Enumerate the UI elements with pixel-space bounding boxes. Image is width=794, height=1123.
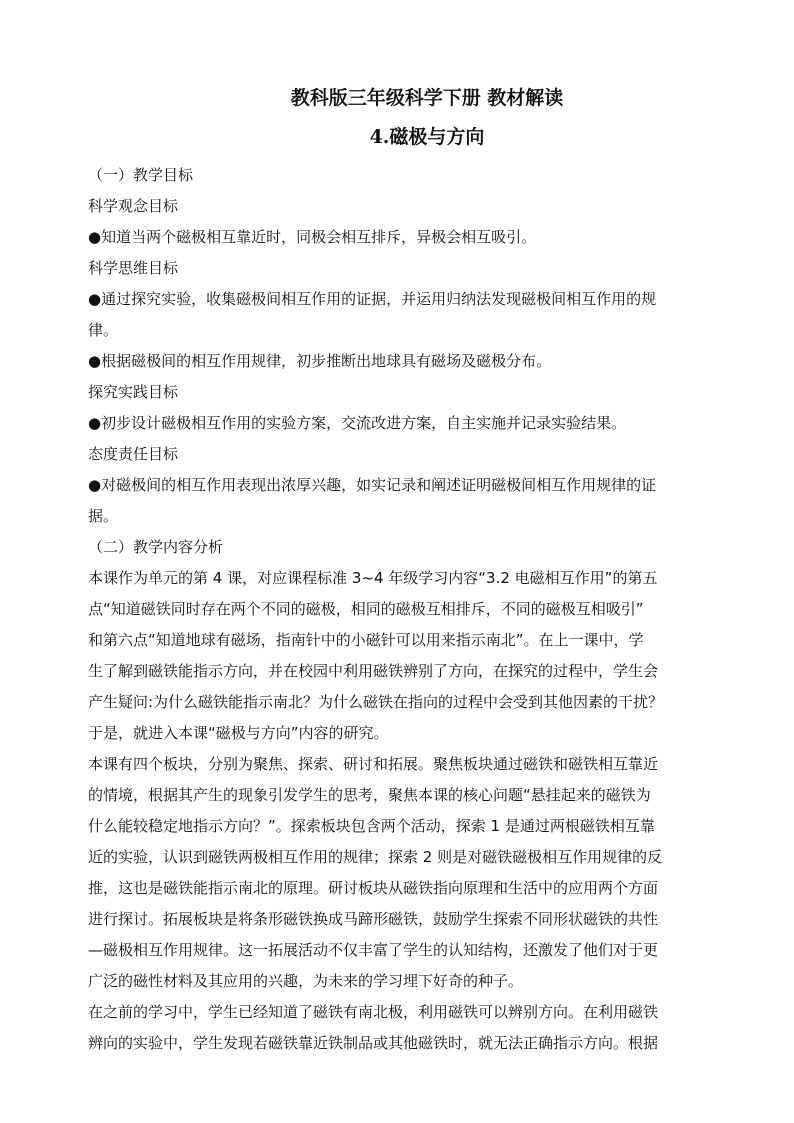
paragraph-line: 的情境，根据其产生的现象引发学生的思考，聚焦本课的核心问题“悬挂起来的磁铁为 (88, 786, 651, 804)
section-heading-content-analysis: （二）教学内容分析 (88, 538, 224, 556)
goal-heading-practice: 探究实践目标 (88, 383, 179, 401)
paragraph-line: 什么能较稳定地指示方向？”。探索板块包含两个活动，探索 1 是通过两根磁铁相互靠 (88, 817, 655, 835)
paragraph-line: 本课有四个板块，分别为聚焦、探索、研讨和拓展。聚焦板块通过磁铁和磁铁相互靠近 (88, 755, 659, 773)
section-heading-goals: （一）教学目标 (88, 166, 194, 184)
paragraph-line: 点“知道磁铁同时存在两个不同的磁极，相同的磁极互相排斥，不同的磁极互相吸引” (88, 600, 644, 618)
paragraph-line: 在之前的学习中，学生已经知道了磁铁有南北极，利用磁铁可以辨别方向。在利用磁铁 (88, 1003, 659, 1021)
paragraph-line: 广泛的磁性材料及其应用的兴趣，为未来的学习埋下好奇的种子。 (88, 972, 524, 990)
goal-heading-thinking: 科学思维目标 (88, 259, 179, 277)
paragraph-line: 推，这也是磁铁能指示南北的原理。研讨板块从磁铁指向原理和生活中的应用两个方面 (88, 879, 659, 897)
goal-heading-concept: 科学观念目标 (88, 197, 179, 215)
goal-item-thinking-1-cont: 律。 (88, 321, 119, 339)
goal-item-attitude: ●对磁极间的相互作用表现出浓厚兴趣，如实记录和阐述证明磁极间相互作用规律的证 (88, 476, 657, 494)
paragraph-line: 生了解到磁铁能指示方向，并在校园中利用磁铁辨别了方向，在探究的过程中，学生会 (88, 662, 659, 680)
goal-item-thinking-1: ●通过探究实验，收集磁极间相互作用的证据，并运用归纳法发现磁极间相互作用的规 (88, 290, 657, 308)
document-body (88, 160, 706, 1059)
paragraph-line: 于是，就进入本课“磁极与方向”内容的研究。 (88, 724, 389, 742)
paragraph-line: 本课作为单元的第 4 课，对应课程标准 3~4 年级学习内容“3.2 电磁相互作用”的第五 (88, 569, 658, 587)
goal-heading-attitude: 态度责任目标 (88, 445, 179, 463)
lesson-title: 4.磁极与方向 (369, 126, 485, 148)
paragraph-line: 产生疑问:为什么磁铁能指示南北？为什么磁铁在指向的过程中会受到其他因素的干扰？ (88, 693, 664, 711)
paragraph-line: 辨向的实验中，学生发现若磁铁靠近铁制品或其他磁铁时，就无法正确指示方向。根据 (88, 1034, 659, 1052)
document-title: 教科版三年级科学下册 教材解读 (290, 87, 564, 109)
paragraph-line: 和第六点“知道地球有磁场，指南针中的小磁针可以用来指示南北”。在上一课中，学 (88, 631, 644, 649)
paragraph-2 (88, 749, 706, 997)
paragraph-line: 近的实验，认识到磁铁两极相互作用的规律；探索 2 则是对磁铁磁极相互作用规律的反 (88, 848, 663, 866)
paragraph-3 (88, 997, 706, 1059)
goal-item-practice: ●初步设计磁极相互作用的实验方案，交流改进方案，自主实施并记录实验结果。 (88, 414, 627, 432)
paragraph-line: —磁极相互作用规律。这一拓展活动不仅丰富了学生的认知结构，还激发了他们对于更 (88, 941, 659, 959)
paragraph-1 (88, 563, 706, 749)
paragraph-line: 进行探讨。拓展板块是将条形磁铁换成马蹄形磁铁，鼓励学生探索不同形状磁铁的共性 (88, 910, 659, 928)
goal-item-concept: ●知道当两个磁极相互靠近时，同极会相互排斥，异极会相互吸引。 (88, 228, 537, 246)
goal-item-thinking-2: ●根据磁极间的相互作用规律，初步推断出地球具有磁场及磁极分布。 (88, 352, 552, 370)
goal-item-attitude-cont: 据。 (88, 507, 119, 525)
